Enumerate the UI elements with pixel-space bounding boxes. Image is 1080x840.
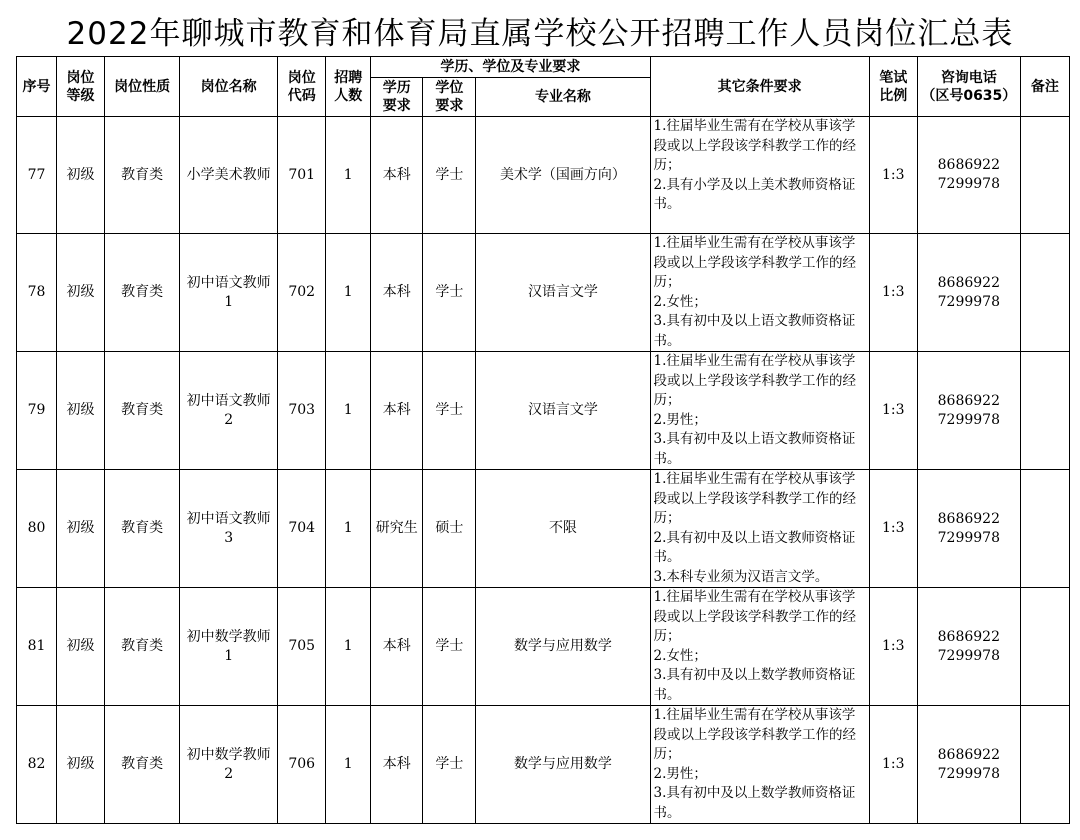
table-row xyxy=(17,352,1070,470)
cell-nature: 教育类 xyxy=(105,234,180,352)
cell-major: 汉语言文学 xyxy=(476,352,650,470)
header-degree: 学位 要求 xyxy=(423,78,476,117)
cell-note xyxy=(1020,470,1069,588)
cell-name: 初中语文教师 2 xyxy=(180,352,278,470)
cell-seq: 80 xyxy=(17,470,57,588)
cell-other: 1.往届毕业生需有在学校从事该学段或以上学段该学科教学工作的经历； 2.女性； 3.具有初中及以上数学教师资格证书。 xyxy=(650,588,869,706)
cell-level: 初级 xyxy=(57,588,105,706)
cell-nature: 教育类 xyxy=(105,352,180,470)
cell-code: 702 xyxy=(278,234,326,352)
table-row xyxy=(17,706,1070,824)
cell-ratio: 1:3 xyxy=(869,706,917,824)
cell-phone: 8686922 7299978 xyxy=(917,117,1020,234)
cell-edu: 本科 xyxy=(371,234,423,352)
cell-edu: 研究生 xyxy=(371,470,423,588)
cell-degree: 学士 xyxy=(423,234,476,352)
header-nature: 岗位性质 xyxy=(105,57,180,117)
cell-ratio: 1:3 xyxy=(869,588,917,706)
cell-other: 1.往届毕业生需有在学校从事该学段或以上学段该学科教学工作的经历； 2.男性； 3.具有初中及以上数学教师资格证书。 xyxy=(650,706,869,824)
cell-name: 初中语文教师 1 xyxy=(180,234,278,352)
cell-nature: 教育类 xyxy=(105,588,180,706)
cell-major: 美术学（国画方向） xyxy=(476,117,650,234)
cell-seq: 79 xyxy=(17,352,57,470)
cell-seq: 82 xyxy=(17,706,57,824)
cell-level: 初级 xyxy=(57,117,105,234)
cell-nature: 教育类 xyxy=(105,470,180,588)
header-count: 招聘 人数 xyxy=(326,57,371,117)
cell-seq: 81 xyxy=(17,588,57,706)
cell-count: 1 xyxy=(326,470,371,588)
table-row xyxy=(17,470,1070,588)
header-seq: 序号 xyxy=(17,57,57,117)
cell-ratio: 1:3 xyxy=(869,470,917,588)
table-row xyxy=(17,234,1070,352)
cell-nature: 教育类 xyxy=(105,706,180,824)
cell-code: 705 xyxy=(278,588,326,706)
cell-note xyxy=(1020,706,1069,824)
cell-note xyxy=(1020,588,1069,706)
page-title: 2022年聊城市教育和体育局直属学校公开招聘工作人员岗位汇总表 xyxy=(66,16,1014,52)
cell-other: 1.往届毕业生需有在学校从事该学段或以上学段该学科教学工作的经历； 2.具有小学及以上美术教师资格证书。 xyxy=(650,117,869,234)
cell-major: 数学与应用数学 xyxy=(476,706,650,824)
cell-phone: 8686922 7299978 xyxy=(917,588,1020,706)
header-ratio: 笔试 比例 xyxy=(869,57,917,117)
cell-name: 初中语文教师 3 xyxy=(180,470,278,588)
cell-code: 706 xyxy=(278,706,326,824)
cell-name: 初中数学教师 1 xyxy=(180,588,278,706)
cell-count: 1 xyxy=(326,588,371,706)
cell-code: 704 xyxy=(278,470,326,588)
cell-major: 汉语言文学 xyxy=(476,234,650,352)
cell-other: 1.往届毕业生需有在学校从事该学段或以上学段该学科教学工作的经历； 2.男性； 3.具有初中及以上语文教师资格证书。 xyxy=(650,352,869,470)
cell-phone: 8686922 7299978 xyxy=(917,470,1020,588)
header-level: 岗位 等级 xyxy=(57,57,105,117)
cell-other: 1.往届毕业生需有在学校从事该学段或以上学段该学科教学工作的经历； 2.具有初中及以上语文教师资格证书。 3.本科专业须为汉语言文学。 xyxy=(650,470,869,588)
cell-degree: 学士 xyxy=(423,588,476,706)
cell-edu: 本科 xyxy=(371,352,423,470)
cell-level: 初级 xyxy=(57,234,105,352)
cell-seq: 77 xyxy=(17,117,57,234)
cell-degree: 硕士 xyxy=(423,470,476,588)
cell-edu: 本科 xyxy=(371,117,423,234)
cell-seq: 78 xyxy=(17,234,57,352)
cell-ratio: 1:3 xyxy=(869,234,917,352)
header-edu: 学历 要求 xyxy=(371,78,423,117)
cell-degree: 学士 xyxy=(423,117,476,234)
header-name: 岗位名称 xyxy=(180,57,278,117)
cell-code: 701 xyxy=(278,117,326,234)
cell-level: 初级 xyxy=(57,352,105,470)
cell-major: 数学与应用数学 xyxy=(476,588,650,706)
cell-level: 初级 xyxy=(57,470,105,588)
cell-note xyxy=(1020,352,1069,470)
header-phone: 咨询电话 （区号0635） xyxy=(917,57,1020,117)
cell-phone: 8686922 7299978 xyxy=(917,706,1020,824)
cell-count: 1 xyxy=(326,706,371,824)
header-code: 岗位 代码 xyxy=(278,57,326,117)
header-edu-group: 学历、学位及专业要求 xyxy=(371,57,650,78)
cell-phone: 8686922 7299978 xyxy=(917,234,1020,352)
cell-count: 1 xyxy=(326,234,371,352)
cell-ratio: 1:3 xyxy=(869,117,917,234)
header-major: 专业名称 xyxy=(476,78,650,117)
cell-count: 1 xyxy=(326,352,371,470)
cell-note xyxy=(1020,117,1069,234)
header-note: 备注 xyxy=(1020,57,1069,117)
cell-level: 初级 xyxy=(57,706,105,824)
cell-code: 703 xyxy=(278,352,326,470)
cell-name: 初中数学教师 2 xyxy=(180,706,278,824)
cell-ratio: 1:3 xyxy=(869,352,917,470)
cell-other: 1.往届毕业生需有在学校从事该学段或以上学段该学科教学工作的经历； 2.女性； 3.具有初中及以上语文教师资格证书。 xyxy=(650,234,869,352)
cell-edu: 本科 xyxy=(371,588,423,706)
header-other: 其它条件要求 xyxy=(650,57,869,117)
table-row xyxy=(17,588,1070,706)
cell-major: 不限 xyxy=(476,470,650,588)
cell-degree: 学士 xyxy=(423,352,476,470)
cell-degree: 学士 xyxy=(423,706,476,824)
cell-phone: 8686922 7299978 xyxy=(917,352,1020,470)
cell-nature: 教育类 xyxy=(105,117,180,234)
cell-count: 1 xyxy=(326,117,371,234)
cell-edu: 本科 xyxy=(371,706,423,824)
table-row xyxy=(17,117,1070,234)
recruitment-table xyxy=(16,56,1070,824)
cell-name: 小学美术教师 xyxy=(180,117,278,234)
cell-note xyxy=(1020,234,1069,352)
